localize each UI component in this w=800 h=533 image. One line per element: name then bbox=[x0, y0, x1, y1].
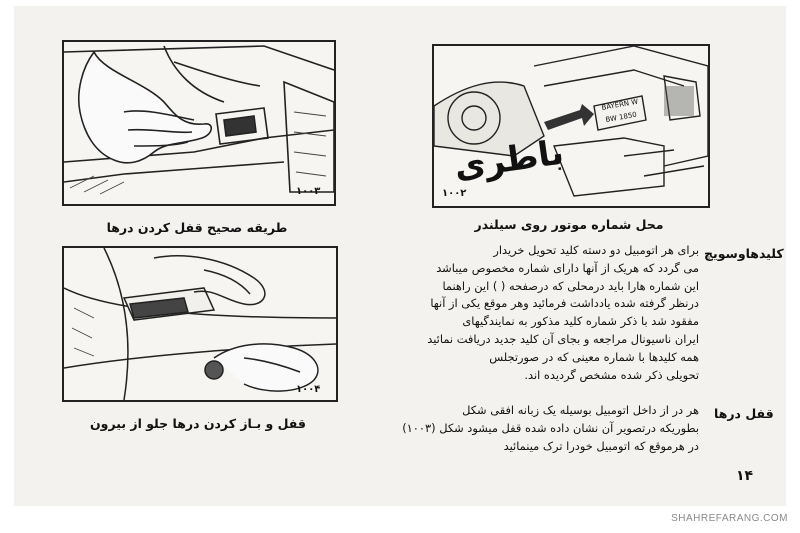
paragraph-keys bbox=[414, 242, 699, 384]
figure-door-lock-outside bbox=[62, 246, 338, 402]
figure-number: ۱۰۰۳ bbox=[296, 186, 321, 197]
text-line: این شماره هارا باید درمحلی که درصفحه ( ) این راهنما bbox=[442, 278, 699, 293]
section-label-keys: کلیدهاوسویچ bbox=[704, 246, 784, 261]
text-line: هر در از داخل اتومبیل بوسیله یک زبانه افقی شکل bbox=[462, 403, 699, 417]
text-line: می گردد که هریک از آنها دارای شماره مخصوص میباشد bbox=[436, 260, 699, 275]
text-line: تحویلی ذکر شده مشخص گردیده اند. bbox=[524, 367, 699, 382]
watermark-text: SHAHREFARANG.COM bbox=[671, 513, 788, 524]
paragraph-door-locks bbox=[402, 402, 699, 455]
manual-page bbox=[14, 6, 786, 506]
figure-engine-number bbox=[432, 44, 710, 208]
text-line: درنظر گرفته شده یادداشت فرمائید وهر موقع یکی از آنها bbox=[430, 296, 699, 311]
figure-number: ۱۰۰۲ bbox=[442, 188, 467, 199]
caption-door-lock-inside: طریقه صحیح قفل کردن درها bbox=[106, 220, 288, 235]
text-line: بطوریکه درتصویر آن نشان داده شده قفل میشود شکل (۱۰۰۳) bbox=[402, 420, 699, 435]
text-line: ایران ناسیونال مراجعه و بجای آن کلید جدید دریافت نمائید bbox=[427, 331, 699, 346]
text-line: همه کلیدها با شماره معینی که در صورتجلس bbox=[489, 349, 699, 364]
caption-door-lock-outside: قفل و بـاز کردن درها جلو از بیرون bbox=[90, 416, 306, 431]
svg-text:BAYERN W: BAYERN W bbox=[600, 97, 639, 112]
figure-door-lock-inside bbox=[62, 40, 336, 206]
figure-number: ۱۰۰۴ bbox=[296, 384, 321, 395]
text-line: برای هر اتومبیل دو دسته کلید تحویل خریدار bbox=[493, 243, 699, 257]
door-lock-illustration bbox=[64, 42, 334, 204]
caption-engine-number: محل شماره موتور روی سیلندر bbox=[474, 217, 664, 232]
text-line: در هرموقع که اتومبیل خودرا ترک مینمائید bbox=[503, 438, 699, 453]
svg-text:BW 1850: BW 1850 bbox=[604, 110, 638, 124]
door-handle-illustration bbox=[64, 248, 336, 400]
battery-label: باطری bbox=[451, 132, 567, 188]
text-line: مفقود شد با ذکر شماره کلید مذکور به نمایندگیهای bbox=[462, 314, 699, 329]
section-label-door-locks: قفل درها bbox=[714, 406, 774, 421]
page-number: ۱۴ bbox=[736, 468, 754, 484]
